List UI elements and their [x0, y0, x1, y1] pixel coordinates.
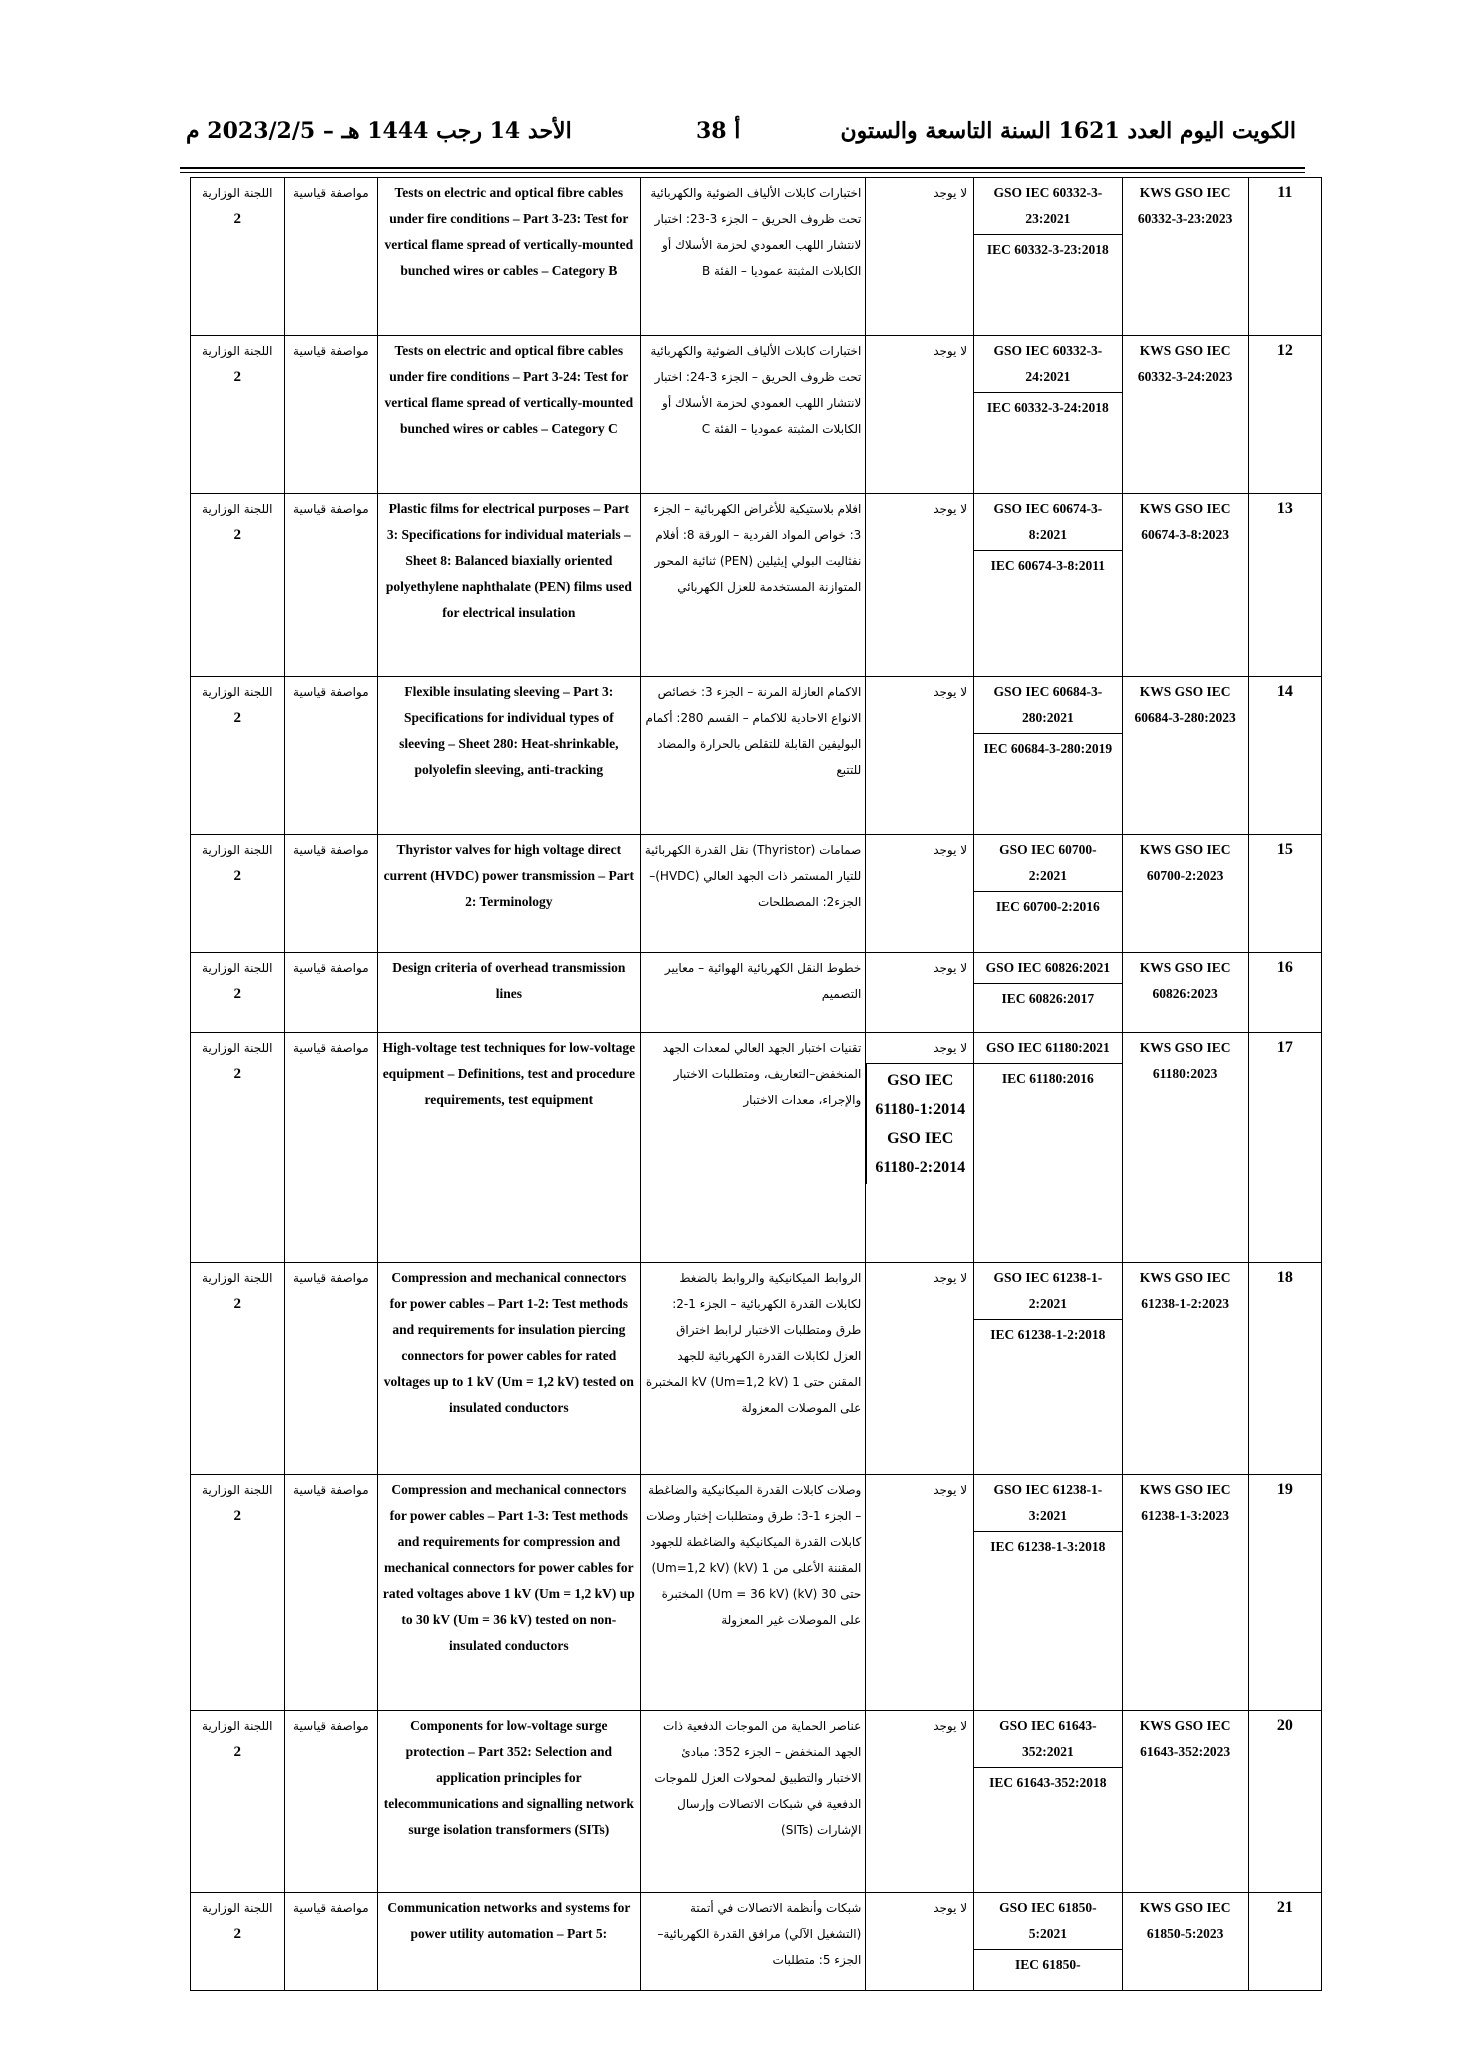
committee-cell: [191, 1893, 285, 1991]
table-row: [191, 953, 1322, 1033]
header-date: الأحد 14 رجب 1444 هـ – 2023/2/5 م: [186, 118, 572, 144]
english-title: Tests on electric and optical fibre cables under fire conditions – Part 3-23: Test for vertical flame spread of vertically-mounted bunched wires or cables – Category B: [378, 178, 640, 336]
committee-cell: [191, 336, 285, 494]
kws-number: KWS GSO IEC 61850-5:2023: [1122, 1893, 1248, 1991]
committee-label: اللجنة الوزارية: [202, 1719, 273, 1733]
standards-table: [190, 177, 1322, 1991]
header-issue: الكويت اليوم العدد 1621 السنة التاسعة والستون: [840, 118, 1296, 144]
row-number: 17: [1248, 1033, 1321, 1263]
table-row: [191, 1033, 1322, 1263]
row-number: 20: [1248, 1711, 1321, 1893]
iec-reference: IEC 60674-3-8:2011: [974, 550, 1121, 581]
committee-number: 2: [233, 1744, 242, 1760]
iec-reference: IEC 61238-1-3:2018: [974, 1531, 1121, 1562]
arabic-title: الروابط الميكانيكية والروابط بالضغط لكابلات القدرة الكهربائية – الجزء 1-2: طرق ومتطلبات الاختبار لرابط اختراق العزل لكابلات القدرة الكهربائية للجهد المقنن حتى 1 kV (Um=1,2 kV) المختبرة على الموصلات المعزولة: [640, 1263, 866, 1475]
row-number: 12: [1248, 336, 1321, 494]
kws-number: KWS GSO IEC 61643-352:2023: [1122, 1711, 1248, 1893]
table-row: [191, 336, 1322, 494]
equivalent-cell: [866, 494, 974, 677]
kws-number: KWS GSO IEC 60826:2023: [1122, 953, 1248, 1033]
kws-number: KWS GSO IEC 61238-1-3:2023: [1122, 1475, 1248, 1711]
row-number: 15: [1248, 835, 1321, 953]
row-number: 18: [1248, 1263, 1321, 1475]
type-cell: مواصفة قياسية: [284, 178, 378, 336]
row-number: 19: [1248, 1475, 1321, 1711]
type-cell: مواصفة قياسية: [284, 336, 378, 494]
gso-reference: GSO IEC 60684-3-280:2021: [993, 684, 1103, 725]
page-header: [186, 118, 1296, 158]
kws-number: KWS GSO IEC 60674-3-8:2023: [1122, 494, 1248, 677]
type-cell: مواصفة قياسية: [284, 1475, 378, 1711]
committee-number: 2: [233, 369, 242, 385]
gso-reference: GSO IEC 60674-3-8:2021: [993, 501, 1103, 542]
gso-reference: GSO IEC 61850-5:2021: [999, 1900, 1097, 1941]
kws-number: KWS GSO IEC 61238-1-2:2023: [1122, 1263, 1248, 1475]
gso-reference: GSO IEC 60332-3-24:2021: [993, 343, 1103, 384]
type-cell: مواصفة قياسية: [284, 835, 378, 953]
reference-cell: [974, 1033, 1122, 1263]
type-cell: مواصفة قياسية: [284, 1033, 378, 1263]
committee-cell: [191, 953, 285, 1033]
arabic-title: خطوط النقل الكهربائية الهوائية – معايير التصميم: [640, 953, 866, 1033]
committee-cell: [191, 1711, 285, 1893]
row-number: 21: [1248, 1893, 1321, 1991]
row-number: 13: [1248, 494, 1321, 677]
committee-number: 2: [233, 1926, 242, 1942]
type-cell: مواصفة قياسية: [284, 1893, 378, 1991]
committee-label: اللجنة الوزارية: [202, 186, 273, 200]
superseded-refs: GSO IEC 61180-1:2014 GSO IEC 61180-2:2014: [866, 1063, 973, 1184]
table-row: [191, 1263, 1322, 1475]
committee-label: اللجنة الوزارية: [202, 344, 273, 358]
kws-number: KWS GSO IEC 60684-3-280:2023: [1122, 677, 1248, 835]
arabic-title: تقنيات اختبار الجهد العالي لمعدات الجهد المنخفض–التعاريف، ومتطلبات الاختبار والإجراء، معدات الاختبار: [640, 1033, 866, 1263]
committee-number: 2: [233, 1296, 242, 1312]
type-cell: مواصفة قياسية: [284, 1711, 378, 1893]
table-row: [191, 1711, 1322, 1893]
equivalent-label: لا يوجد: [933, 1041, 968, 1055]
equivalent-label: لا يوجد: [933, 344, 968, 358]
english-title: Plastic films for electrical purposes – Part 3: Specifications for individual materials – Sheet 8: Balanced biaxially oriented polyethylene naphthalate (PEN) films used for electrical insulation: [378, 494, 640, 677]
row-number: 11: [1248, 178, 1321, 336]
type-cell: مواصفة قياسية: [284, 677, 378, 835]
arabic-title: الاكمام العازلة المرنة – الجزء 3: خصائص الانواع الاحادية للاكمام – القسم 280: أكمام البوليفين القابلة للتقلص بالحرارة والمضاد للتتبع: [640, 677, 866, 835]
equivalent-cell: [866, 835, 974, 953]
english-title: Thyristor valves for high voltage direct current (HVDC) power transmission – Part 2: Terminology: [378, 835, 640, 953]
row-number: 16: [1248, 953, 1321, 1033]
committee-label: اللجنة الوزارية: [202, 961, 273, 975]
committee-label: اللجنة الوزارية: [202, 1901, 273, 1915]
english-title: Flexible insulating sleeving – Part 3: Specifications for individual types of sleeving – Sheet 280: Heat-shrinkable, polyolefin sleeving, anti-tracking: [378, 677, 640, 835]
table-row: [191, 494, 1322, 677]
equivalent-label: لا يوجد: [933, 843, 968, 857]
committee-label: اللجنة الوزارية: [202, 502, 273, 516]
type-cell: مواصفة قياسية: [284, 1263, 378, 1475]
gso-reference: GSO IEC 61180:2021: [985, 1040, 1110, 1055]
equivalent-cell: [866, 1893, 974, 1991]
committee-label: اللجنة الوزارية: [202, 685, 273, 699]
equivalent-label: لا يوجد: [933, 685, 968, 699]
arabic-title: اختبارات كابلات الألياف الضوئية والكهربائية تحت ظروف الحريق – الجزء 3-24: اختبار لانتشار اللهب العمودي لحزمة الأسلاك أو الكابلات المثبتة عموديا – الفئة C: [640, 336, 866, 494]
arabic-title: صمامات (Thyristor) نقل القدرة الكهربائية للتيار المستمر ذات الجهد العالي (HVDC)– الجزء2: المصطلحات: [640, 835, 866, 953]
reference-cell: [974, 178, 1122, 336]
iec-reference: IEC 60700-2:2016: [974, 891, 1121, 922]
equivalent-cell: [866, 178, 974, 336]
committee-cell: [191, 1033, 285, 1263]
committee-cell: [191, 1263, 285, 1475]
reference-cell: [974, 1893, 1122, 1991]
iec-reference: IEC 60684-3-280:2019: [974, 733, 1121, 764]
gso-reference: GSO IEC 60826:2021: [985, 960, 1111, 975]
equivalent-cell: [866, 1033, 974, 1263]
english-title: High-voltage test techniques for low-voltage equipment – Definitions, test and procedure requirements, test equipment: [378, 1033, 640, 1263]
equivalent-cell: [866, 677, 974, 835]
table-row: [191, 178, 1322, 336]
row-number: 14: [1248, 677, 1321, 835]
committee-cell: [191, 835, 285, 953]
reference-cell: [974, 835, 1122, 953]
arabic-title: شبكات وأنظمة الاتصالات في أتمتة (التشغيل الآلي) مرافق القدرة الكهربائية– الجزء 5: متطلبات: [640, 1893, 866, 1991]
gso-reference: GSO IEC 60332-3-23:2021: [993, 185, 1103, 226]
arabic-title: وصلات كابلات القدرة الميكانيكية والضاغطة – الجزء 1-3: طرق ومتطلبات إختبار وصلات كابلات القدرة الميكانيكية والضاغطة للجهود المقننة الأعلى من 1 (kV) (Um=1,2 kV) حتى 30 (kV) (Um = 36 kV) المختبرة على الموصلات غير المعزولة: [640, 1475, 866, 1711]
kws-number: KWS GSO IEC 60332-3-23:2023: [1122, 178, 1248, 336]
iec-reference: IEC 61180:2016: [974, 1063, 1121, 1094]
reference-cell: [974, 336, 1122, 494]
english-title: Compression and mechanical connectors for power cables – Part 1-3: Test methods and requirements for compression and mechanical connectors for power cables for rated voltages above 1 kV (Um = 1,2 kV) up to 30 kV (Um = 36 kV) tested on non-insulated conductors: [378, 1475, 640, 1711]
kws-number: KWS GSO IEC 60332-3-24:2023: [1122, 336, 1248, 494]
committee-cell: [191, 178, 285, 336]
equivalent-cell: [866, 1711, 974, 1893]
committee-label: اللجنة الوزارية: [202, 1041, 273, 1055]
english-title: Components for low-voltage surge protection – Part 352: Selection and application principles for telecommunications and signalling network surge isolation transformers (SITs): [378, 1711, 640, 1893]
committee-label: اللجنة الوزارية: [202, 843, 273, 857]
kws-number: KWS GSO IEC 61180:2023: [1122, 1033, 1248, 1263]
equivalent-label: لا يوجد: [933, 1483, 968, 1497]
english-title: Communication networks and systems for power utility automation – Part 5:: [378, 1893, 640, 1991]
committee-cell: [191, 677, 285, 835]
equivalent-cell: [866, 336, 974, 494]
committee-number: 2: [233, 527, 242, 543]
iec-reference: IEC 60826:2017: [974, 983, 1121, 1014]
committee-label: اللجنة الوزارية: [202, 1483, 273, 1497]
iec-reference: IEC 61850-: [974, 1949, 1121, 1980]
type-cell: مواصفة قياسية: [284, 953, 378, 1033]
equivalent-cell: [866, 1263, 974, 1475]
arabic-title: افلام بلاستيكية للأغراض الكهربائية – الجزء 3: خواص المواد الفردية – الورقة 8: أفلام نفثاليت البولي إيثيلين (PEN) ثنائية المحور المتوازنة المستخدمة للعزل الكهربائي: [640, 494, 866, 677]
iec-reference: IEC 61238-1-2:2018: [974, 1319, 1121, 1350]
gso-reference: GSO IEC 61643-352:2021: [999, 1718, 1097, 1759]
reference-cell: [974, 1475, 1122, 1711]
arabic-title: اختبارات كابلات الألياف الضوئية والكهربائية تحت ظروف الحريق – الجزء 3-23: اختبار لانتشار اللهب العمودي لحزمة الأسلاك أو الكابلات المثبتة عموديا – الفئة B: [640, 178, 866, 336]
committee-number: 2: [233, 868, 242, 884]
equivalent-cell: [866, 1475, 974, 1711]
kws-number: KWS GSO IEC 60700-2:2023: [1122, 835, 1248, 953]
iec-reference: IEC 61643-352:2018: [974, 1767, 1121, 1798]
equivalent-label: لا يوجد: [933, 1901, 968, 1915]
reference-cell: [974, 1263, 1122, 1475]
english-title: Tests on electric and optical fibre cables under fire conditions – Part 3-24: Test for vertical flame spread of vertically-mounted bunched wires or cables – Category C: [378, 336, 640, 494]
equivalent-label: لا يوجد: [933, 186, 968, 200]
committee-number: 2: [233, 710, 242, 726]
page-number: أ 38: [696, 118, 741, 144]
table-row: [191, 835, 1322, 953]
iec-reference: IEC 60332-3-24:2018: [974, 392, 1121, 423]
equivalent-cell: [866, 953, 974, 1033]
reference-cell: [974, 677, 1122, 835]
reference-cell: [974, 953, 1122, 1033]
equivalent-label: لا يوجد: [933, 961, 968, 975]
table-row: [191, 1475, 1322, 1711]
committee-cell: [191, 1475, 285, 1711]
english-title: Design criteria of overhead transmission lines: [378, 953, 640, 1033]
reference-cell: [974, 494, 1122, 677]
type-cell: مواصفة قياسية: [284, 494, 378, 677]
table-row: [191, 1893, 1322, 1991]
english-title: Compression and mechanical connectors for power cables – Part 1-2: Test methods and requirements for insulation piercing connectors for power cables for rated voltages up to 1 kV (Um = 1,2 kV) tested on insulated conductors: [378, 1263, 640, 1475]
header-rule-thick: [180, 167, 1305, 169]
table-row: [191, 677, 1322, 835]
committee-number: 2: [233, 1066, 242, 1082]
committee-label: اللجنة الوزارية: [202, 1271, 273, 1285]
equivalent-label: لا يوجد: [933, 1719, 968, 1733]
arabic-title: عناصر الحماية من الموجات الدفعية ذات الجهد المنخفض – الجزء 352: مبادئ الاختبار والتطبيق لمحولات العزل للموجات الدفعية في شبكات الاتصالات وإرسال الإشارات (SITs): [640, 1711, 866, 1893]
header-rule-thin: [180, 172, 1305, 173]
iec-reference: IEC 60332-3-23:2018: [974, 234, 1121, 265]
gso-reference: GSO IEC 61238-1-2:2021: [993, 1270, 1103, 1311]
committee-number: 2: [233, 211, 242, 227]
committee-number: 2: [233, 986, 242, 1002]
equivalent-label: لا يوجد: [933, 502, 968, 516]
committee-number: 2: [233, 1508, 242, 1524]
gso-reference: GSO IEC 60700-2:2021: [999, 842, 1097, 883]
committee-cell: [191, 494, 285, 677]
gso-reference: GSO IEC 61238-1-3:2021: [993, 1482, 1103, 1523]
equivalent-label: لا يوجد: [933, 1271, 968, 1285]
reference-cell: [974, 1711, 1122, 1893]
